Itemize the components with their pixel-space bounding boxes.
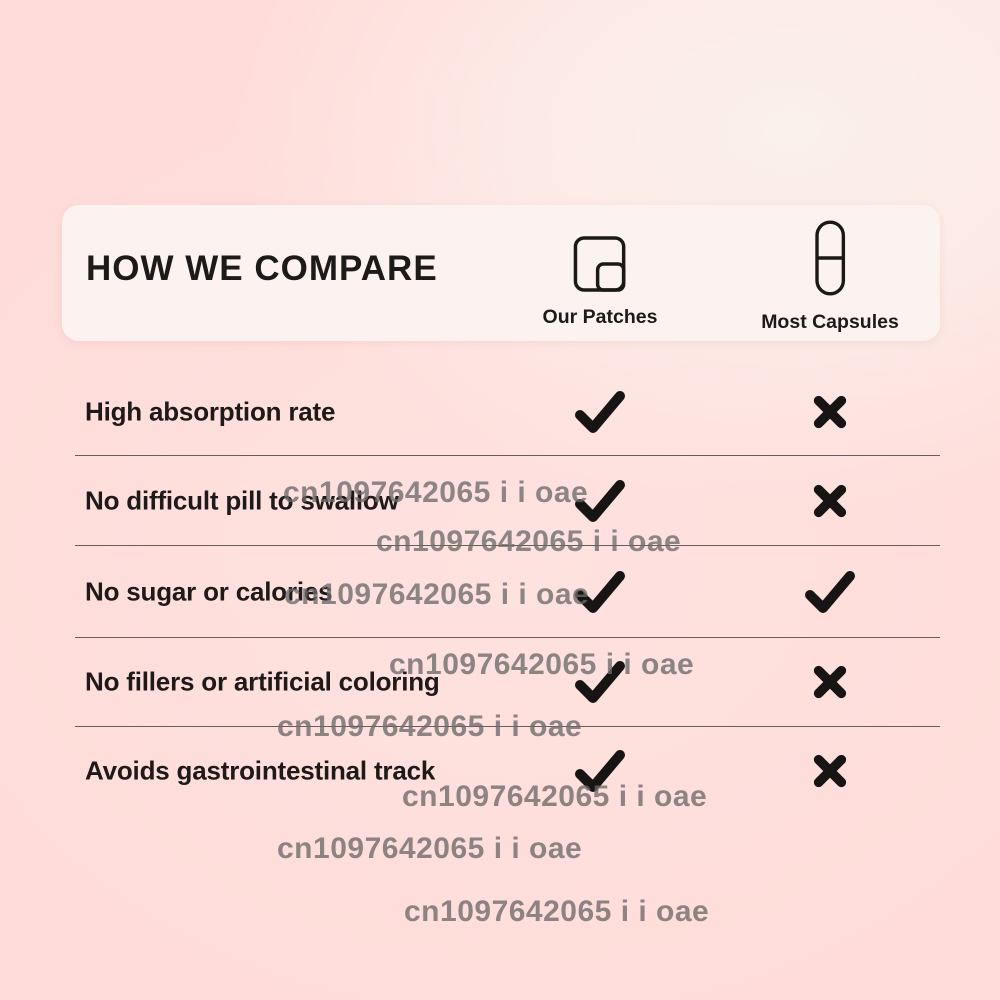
feature-label: High absorption rate [85, 396, 336, 426]
our-patches-mark [573, 748, 627, 794]
watermark-text: cn1097642065 i i oae [283, 476, 589, 509]
table-row [75, 638, 940, 727]
most-capsules-mark [811, 663, 849, 701]
page-title: HOW WE COMPARE [86, 249, 438, 288]
most-capsules-mark [811, 393, 849, 431]
table-row [75, 368, 940, 456]
column-label-most-capsules: Most Capsules [761, 311, 899, 333]
feature-label: Avoids gastrointestinal track [85, 755, 436, 786]
our-patches-mark [573, 569, 627, 615]
our-patches-mark [573, 389, 627, 435]
our-patches-mark [573, 659, 627, 705]
feature-label: No sugar or calories [85, 576, 333, 606]
watermark-text: cn1097642065 i i oae [376, 525, 682, 558]
patch-icon [573, 235, 627, 298]
column-label-our-patches: Our Patches [542, 306, 658, 328]
watermark-text: cn1097642065 i i oae [402, 780, 708, 813]
header-card [62, 205, 940, 341]
watermark-text: cn1097642065 i i oae [389, 648, 695, 681]
most-capsules-mark [803, 569, 857, 615]
most-capsules-mark [811, 752, 849, 790]
watermark-text: cn1097642065 i i oae [404, 895, 710, 928]
table-row [75, 546, 940, 638]
most-capsules-mark [811, 482, 849, 520]
comparison-table [75, 368, 940, 815]
watermark-text: cn1097642065 i i oae [277, 710, 583, 743]
table-row [75, 727, 940, 815]
feature-label: No fillers or artificial coloring [85, 666, 440, 697]
watermark-text: cn1097642065 i i oae [277, 832, 583, 865]
column-header-most-capsules [761, 218, 899, 334]
column-header-our-patches [543, 235, 658, 329]
watermark-text: cn1097642065 i i oae [284, 578, 590, 611]
our-patches-mark [573, 478, 627, 524]
feature-label: No difficult pill to swallow [85, 485, 399, 515]
capsule-icon [814, 218, 846, 303]
table-row [75, 456, 940, 546]
